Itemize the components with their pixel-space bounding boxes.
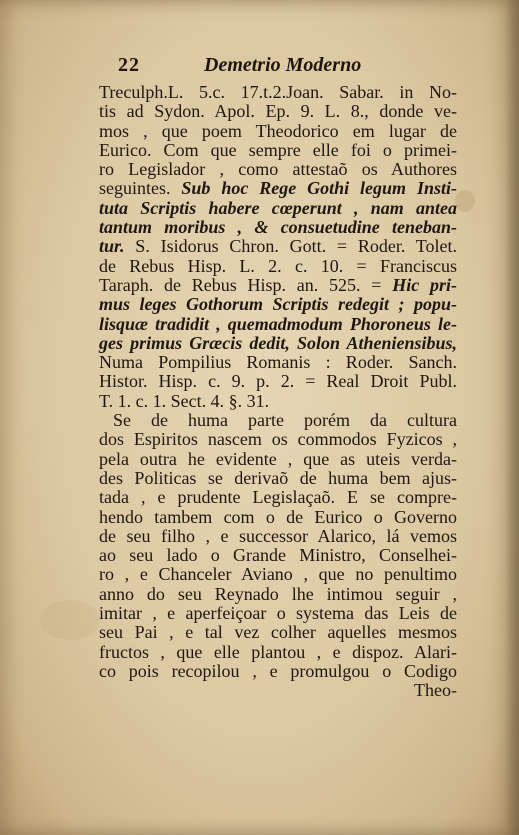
text-line: Se de huma parte porém da cultura [113,410,457,431]
text-line: ro , e Chanceler Aviano , que no penultimo [99,564,457,585]
page-header [118,50,448,84]
text-line: lisquæ tradidit , quemadmodum Phoroneus le- [99,313,457,334]
text-line: pela outra he evidente , que as uteis verda- [99,448,457,469]
body-text [99,83,457,701]
text-line: imitar , e aperfeiçoar o systema das Leis de [99,603,457,624]
text-line: T. 1. c. 1. Sect. 4. §. 31. [99,390,270,411]
text-line: Histor. Hisp. c. 9. p. 2. = Real Droit Publ. [99,371,457,392]
text-line: co pois recopilou , e promulgou o Codigo [99,660,457,681]
paper-stain [455,190,475,212]
text-line: des Politicas se derivaõ de huma bem ajus- [99,467,457,488]
text-line: tantum moribus , & consuetudine teneban- [99,217,457,238]
text-line: Numa Pompilius Romanis : Roder. Sanch. [99,352,457,373]
text-line: seguintes. Sub hoc Rege Gothi legum Insti- [99,178,457,199]
text-line: dos Espiritos nascem os commodos Fyzicos , [99,429,457,450]
text-line: Theo- [414,680,457,701]
text-line: ges primus Græcis dedit, Solon Atheniensibus, [99,332,457,353]
text-line: de seu filho , e successor Alarico, lá vemos [99,525,457,546]
text-line: fructos , que elle plantou , e dispoz. Alari- [99,641,457,662]
text-line: ao seu lado o Grande Ministro, Conselhei- [99,545,457,566]
text-line: Taraph. de Rebus Hisp. an. 525. = Hic pri- [99,274,457,295]
text-line: de Rebus Hisp. L. 2. c. 10. = Franciscus [99,255,457,276]
page-number: 22 [118,54,140,76]
text-line: tuta Scriptis habere cœperunt , nam antea [99,197,457,218]
text-line: tis ad Sydon. Apol. Ep. 9. L. 8., donde ve- [99,101,457,122]
text-line: tada , e prudente Legislaçaõ. E se compre- [99,487,457,508]
text-line: anno do seu Reynado lhe intimou seguir , [99,583,457,604]
text-line: Treculph.L. 5.c. 17.t.2.Joan. Sabar. in No- [99,82,457,102]
text-line: tur. S. Isidorus Chron. Gott. = Roder. Tolet. [99,236,457,257]
page-edge-shadow [505,0,519,835]
text-line: Eurico. Com que sempre elle foi o primei- [99,139,457,160]
text-line: ro Legislador , como attestaõ os Authores [99,159,457,180]
running-title: Demetrio Moderno [204,54,362,76]
text-line: hendo tambem com o de Eurico o Governo [99,506,457,527]
paper-stain [40,600,100,640]
text-line: seu Pai , e tal vez colher aquelles mesmos [99,622,457,643]
text-line: mos , que poem Theodorico em lugar de [99,120,457,141]
text-line: mus leges Gothorum Scriptis redegit ; popu- [99,294,457,315]
